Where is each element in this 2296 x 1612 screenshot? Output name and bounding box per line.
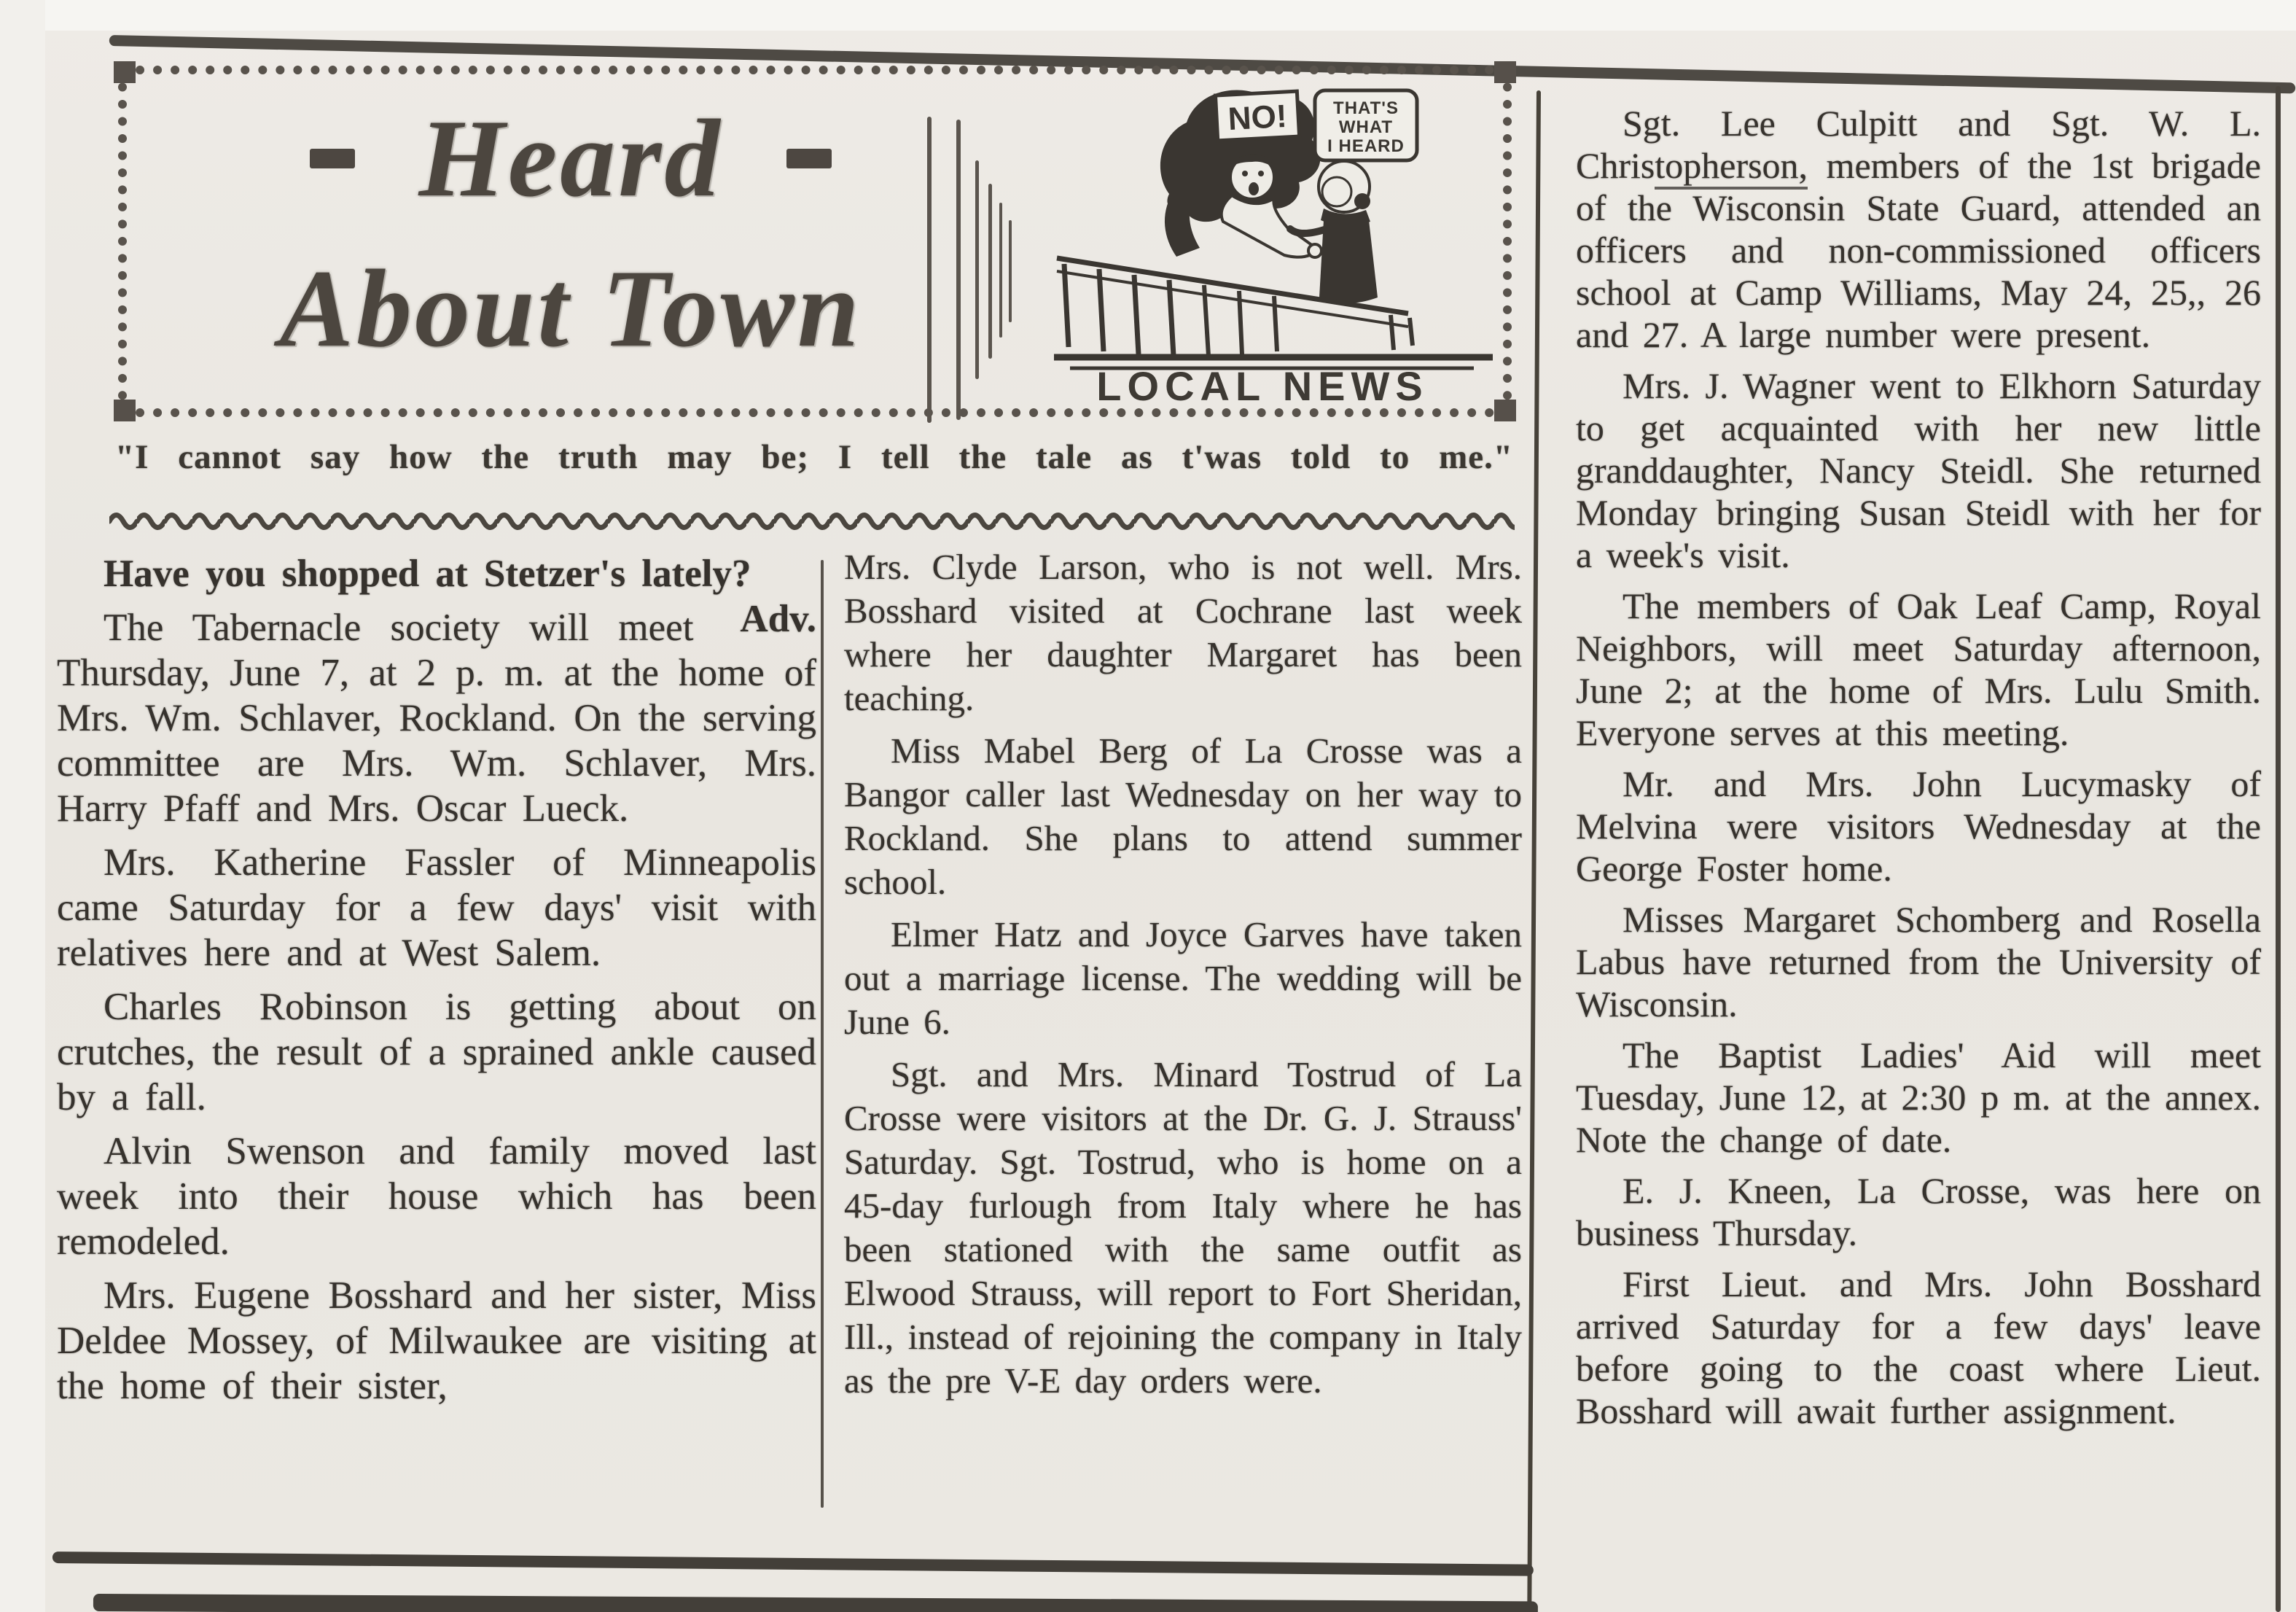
column-2 bbox=[844, 545, 1522, 1412]
news-paragraph: Miss Mabel Berg of La Crosse was a Bangor caller last Wednesday on her way to Rockland. She plans to attend summer school. bbox=[844, 731, 1522, 902]
news-paragraph: Mrs. J. Wagner went to Elkhorn Saturday to get acquainted with her new little granddaughter, Nancy Steidl. She returned Monday bringing Susan Steidl with her for a week's visit. bbox=[1576, 365, 2261, 575]
border-corner-ornament bbox=[1494, 400, 1516, 421]
speech-bubble-thats-what-i-heard bbox=[1315, 90, 1417, 160]
news-paragraph: Charles Robinson is getting about on crutches, the result of a sprained ankle caused by a fall. bbox=[57, 986, 816, 1118]
news-paragraph: Mrs. Katherine Fassler of Minneapolis came Saturday for a few days' visit with relatives here and at West Salem. bbox=[57, 841, 816, 974]
bubble-heard-line2: WHAT bbox=[1338, 117, 1394, 137]
news-paragraph: Elmer Hatz and Joyce Garves have taken out a marriage license. The wedding will be June 6. bbox=[844, 914, 1522, 1042]
news-paragraph: First Lieut. and Mrs. John Bosshard arrived Saturday for a few days' leave before going to the coast where Lieut. Bosshard will await further assignment. bbox=[1576, 1263, 2261, 1431]
news-paragraph: Sgt. Lee Culpitt and Sgt. W. L. Christopherson, members of the 1st brigade of the Wisconsin State Guard, attended an officers and non-commissioned officers school at Camp Williams, May 24, 25,, 26 and 27. A large number were present. bbox=[1576, 103, 2261, 355]
local-news-caption: LOCAL NEWS bbox=[1096, 363, 1429, 402]
border-corner-ornament bbox=[114, 61, 136, 83]
masthead-title-line1 bbox=[144, 97, 997, 219]
news-paragraph: Mrs. Clyde Larson, who is not well. Mrs. Bosshard visited at Cochrane last week where her daughter Margaret has been teaching. bbox=[844, 547, 1522, 718]
lead-text: Have you shopped at Stetzer's lately? bbox=[104, 553, 751, 595]
news-paragraph: Mr. and Mrs. John Lucymasky of Melvina were visitors Wednesday at the George Foster home. bbox=[1576, 763, 2261, 889]
adv-label: Adv. bbox=[740, 598, 816, 640]
motto-quote: "I cannot say how the truth may be; I tell the tale as t'was told to me." bbox=[115, 438, 1513, 476]
news-paragraph: The members of Oak Leaf Camp, Royal Neighbors, will meet Saturday afternoon, June 2; at the home of Mrs. Lulu Smith. Everyone serves at this meeting. bbox=[1576, 585, 2261, 753]
decorative-vertical-lines bbox=[927, 117, 1026, 427]
title-dash-right bbox=[786, 149, 832, 168]
bubble-heard-line3: I HEARD bbox=[1327, 136, 1405, 156]
news-paragraph: Alvin Swenson and family moved last week into their house which has been remodeled. bbox=[57, 1130, 816, 1263]
bottom-rule-1 bbox=[52, 1551, 1534, 1576]
column-3 bbox=[1576, 102, 2261, 1441]
title-heard: Heard bbox=[418, 97, 723, 219]
border-corner-ornament bbox=[114, 400, 136, 421]
news-paragraph bbox=[57, 551, 816, 640]
news-paragraph: The Tabernacle society will meet Thursday, June 7, at 2 p. m. at the home of Mrs. Wm. Schlaver, Rockland. On the serving committee are Mrs. Wm. Schlaver, Mrs. Harry Pfaff and Mrs. Oscar Lueck. bbox=[57, 607, 816, 830]
bottom-rule-2 bbox=[93, 1594, 1538, 1612]
right-edge-rule bbox=[2276, 86, 2281, 1612]
column-divider-1 bbox=[821, 560, 824, 1508]
news-paragraph: Misses Margaret Schomberg and Rosella Labus have returned from the University of Wisconsin. bbox=[1576, 899, 2261, 1024]
underlined-word: topherson, bbox=[1655, 145, 1808, 190]
bubble-heard-line1: THAT'S bbox=[1333, 98, 1399, 118]
gossip-cartoon bbox=[1044, 85, 1510, 402]
news-paragraph: Sgt. and Mrs. Minard Tostrud of La Crosse were visitors at the Dr. G. J. Strauss' Saturday. Sgt. Tostrud, who is home on a 45-day furlough from Italy where he has been stationed with the same outfit as Elwood Strauss, will report to Fort Sheridan, Ill., instead of rejoining the company in Italy as the pre V-E day orders were. bbox=[844, 1054, 1522, 1401]
speech-bubble-no bbox=[1216, 91, 1300, 141]
news-paragraph: E. J. Kneen, La Crosse, was here on business Thursday. bbox=[1576, 1170, 2261, 1253]
cartoon-figure-right bbox=[1290, 161, 1378, 303]
title-about-town: About Town bbox=[279, 246, 862, 370]
title-dash-left bbox=[310, 149, 355, 168]
column-1 bbox=[57, 551, 816, 1417]
wavy-divider bbox=[109, 506, 1515, 537]
news-paragraph: Mrs. Eugene Bosshard and her sister, Miss Deldee Mossey, of Milwaukee are visiting at the home of their sister, bbox=[57, 1274, 816, 1407]
column-divider-2 bbox=[1527, 90, 1541, 1612]
news-paragraph: The Baptist Ladies' Aid will meet Tuesday, June 12, at 2:30 p m. at the annex. Note the change of date. bbox=[1576, 1035, 2261, 1160]
bubble-no-text: NO! bbox=[1227, 98, 1288, 138]
masthead-title bbox=[144, 97, 997, 370]
border-corner-ornament bbox=[1494, 61, 1516, 83]
masthead-box bbox=[118, 66, 1512, 417]
